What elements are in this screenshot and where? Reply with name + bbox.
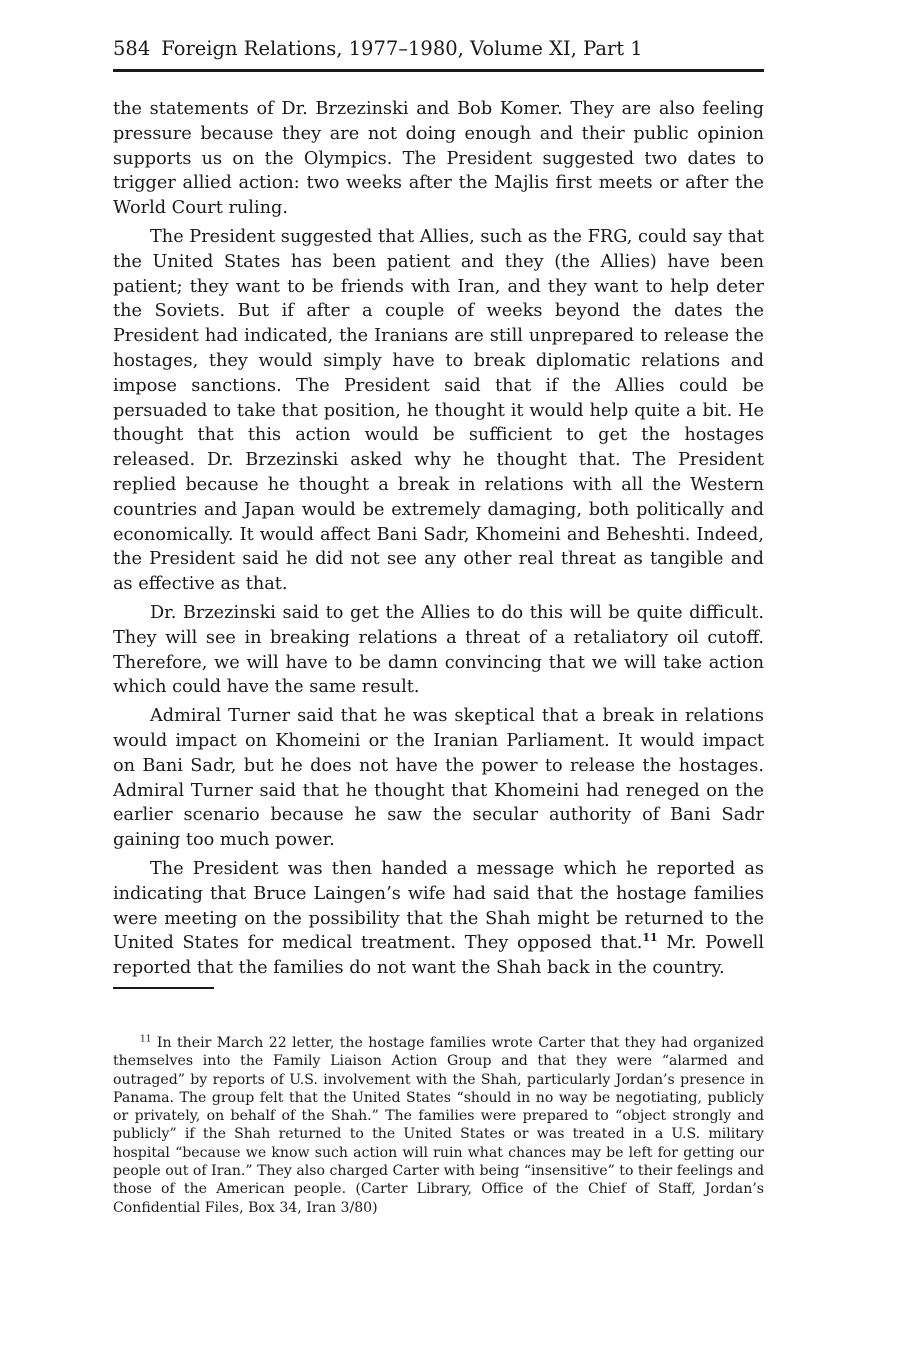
paragraph-2: The President suggested that Allies, such as the FRG, could say that the United States has been patient and they (the Allies) have been patient; they want to be friends with Iran, and they want to help deter the Soviets. But if after a couple of weeks beyond the dates the President had indicated, the Iranians are still unprepared to release the hostages, they would simply have to break diplomatic relations and impose sanctions. The President said that if the Allies could be persuaded to take that position, he thought it would help quite a bit. He thought that this action would be sufficient to get the hostages released. Dr. Brzezinski asked why he thought that. The President replied because he thought a break in relations with all the Western countries and Japan would be extremely damaging, both politically and economically. It would affect Bani Sadr, Khomeini and Beheshti. Indeed, the President said he did not see any other real threat as tangible and as effective as that. (113, 226, 764, 595)
paragraph-3: Dr. Brzezinski said to get the Allies to do this will be quite difficult. They will see in breaking relations a threat of a retaliatory oil cutoff. Therefore, we will have to be damn convincing that we will take action which could have the same result. (113, 602, 764, 698)
running-header (113, 34, 764, 64)
footnote-marker: 11 (140, 1034, 152, 1045)
footnote (113, 1034, 764, 1217)
paragraph-5 (113, 857, 764, 981)
footnote-reference[interactable]: 11 (642, 931, 658, 945)
paragraph-1: the statements of Dr. Brzezinski and Bob Komer. They are also feeling pressure because they are not doing enough and their public opinion supports us on the Olympics. The President suggested two dates to trigger allied action: two weeks after the Majlis first meets or after the World Court ruling. (113, 99, 764, 219)
body-text (113, 97, 764, 985)
header-rule (113, 69, 764, 72)
volume-title: Foreign Relations, 1977–1980, Volume XI, Part 1 (161, 37, 643, 60)
paragraph-4: Admiral Turner said that he was skeptical that a break in relations would impact on Khomeini or the Iranian Parliament. It would impact on Bani Sadr, but he does not have the power to release the hostages. Admiral Turner said that he thought that Khomeini had reneged on the earlier scenario because he saw the secular authority of Bani Sadr gaining too much power. (113, 706, 764, 851)
footnote-rule (113, 987, 214, 989)
footnote-text: In their March 22 letter, the hostage families wrote Carter that they had organized themselves into the Family Liaison Action Group and that they were “alarmed and outraged” by reports of U.S. involvement with the Shah, particularly Jordan’s presence in Panama. The group felt that the United States “should in no way be negotiating, publicly or privately, on behalf of the Shah.” The families were prepared to “object strongly and publicly” if the Shah returned to the United States or was treated in a U.S. military hospital “because we know such action will ruin what chances may be left for getting our people out of Iran.” They also charged Carter with being “insensitive” to their feelings and those of the American people. (Carter Library, Office of the Chief of Staff, Jordan’s Confidential Files, Box 34, Iran 3/80) (113, 1035, 764, 1216)
paragraph-5-text-b: Mr. Powell reported that the families do not want the Shah back in the country. (113, 933, 764, 979)
paragraph-5-text-a: The President was then handed a message which he reported as indicating that Bruce Laingen’s wife had said that the hostage families were meeting on the possibility that the Shah might be returned to the United States for medical treatment. They opposed that. (113, 858, 764, 954)
page-number: 584 (113, 37, 151, 60)
footnote-11 (113, 1034, 764, 1217)
